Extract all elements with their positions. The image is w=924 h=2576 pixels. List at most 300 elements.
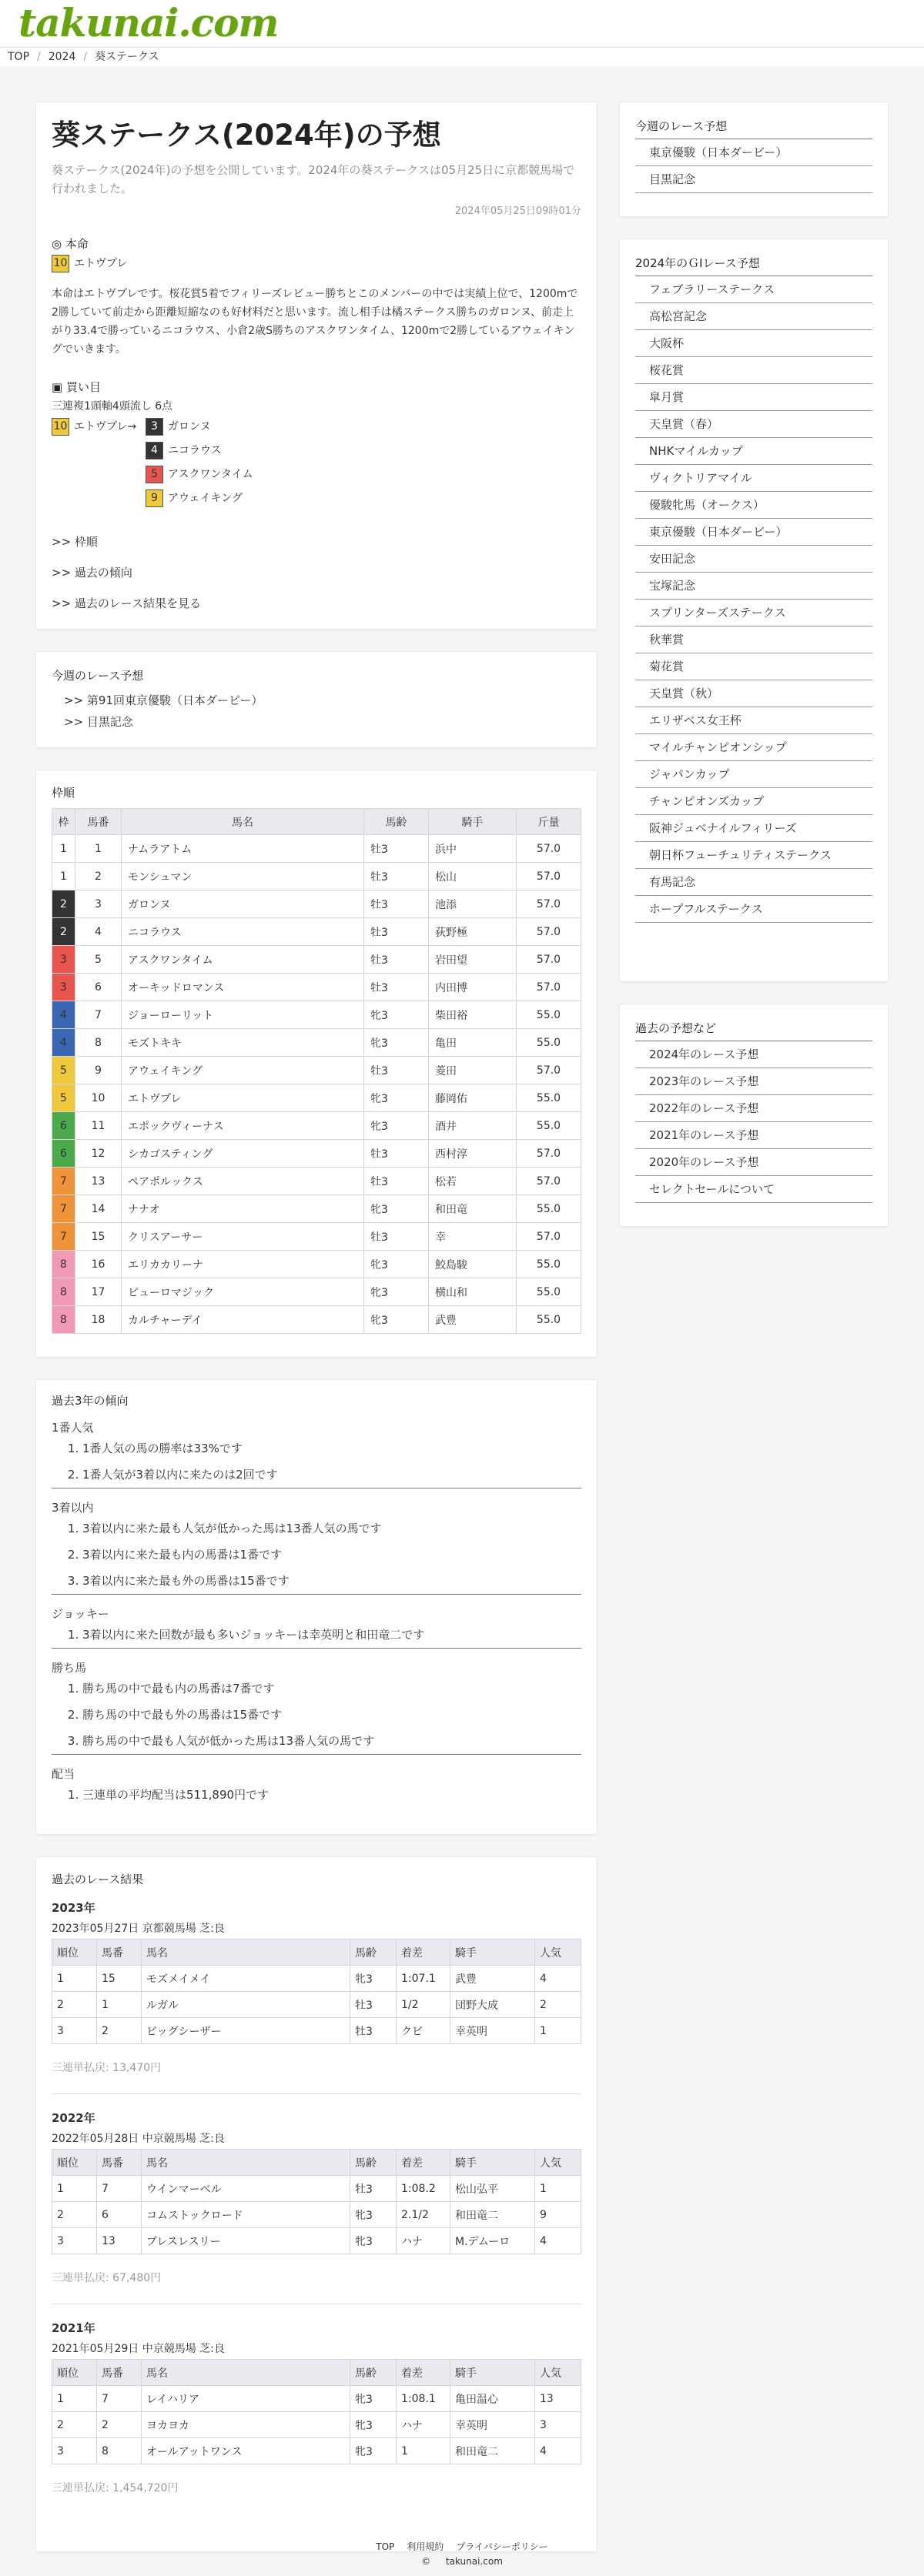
result-cell: 武豊: [450, 1966, 535, 1992]
page-title: 葵ステークス(2024年)の予想: [52, 119, 441, 152]
cell-weight: 57.0: [517, 918, 581, 946]
table-row: [52, 2202, 581, 2228]
cell-weight: 55.0: [517, 1251, 581, 1278]
sidebar-item[interactable]: スプリンターズステークス: [635, 600, 872, 626]
result-cell: 1:08.1: [397, 2386, 450, 2412]
kaime-heading: ▣ 買い目: [52, 380, 101, 394]
cell-weight: 55.0: [517, 1001, 581, 1029]
cell-age: 牝3: [364, 1001, 429, 1029]
sidebar-item[interactable]: NHKマイルカップ: [635, 438, 872, 465]
sidebar-item[interactable]: 皐月賞: [635, 384, 872, 411]
footer: [0, 2540, 924, 2567]
col-name: 馬名: [122, 809, 364, 835]
cell-name[interactable]: アスクワンタイム: [122, 946, 364, 974]
result-cell: M.デムーロ: [450, 2228, 535, 2254]
cell-umaban: 7: [75, 1001, 122, 1029]
past-year-block: [52, 2093, 581, 2285]
col-age: 馬齢: [364, 809, 429, 835]
sidebar-item[interactable]: 天皇賞（秋）: [635, 680, 872, 707]
cell-umaban: 15: [75, 1223, 122, 1251]
sidebar-item[interactable]: 東京優駿（日本ダービー）: [635, 519, 872, 546]
table-row: [52, 946, 581, 974]
result-cell[interactable]: ビッグシーザー: [142, 2018, 350, 2044]
result-cell: ハナ: [397, 2228, 450, 2254]
sidebar-item[interactable]: 安田記念: [635, 546, 872, 573]
cell-age: 牡3: [364, 863, 429, 890]
col-header: 着差: [397, 1940, 450, 1966]
cell-waku: 5: [52, 1084, 75, 1112]
col-umaban: 馬番: [75, 809, 122, 835]
table-row: [52, 890, 581, 918]
trend-heading: ジョッキー: [52, 1607, 109, 1621]
result-cell: 1: [52, 1966, 97, 1992]
trend-list: [52, 1435, 581, 1488]
main-column: [35, 102, 598, 2574]
table-row: [52, 1029, 581, 1057]
col-jockey: 騎手: [429, 809, 517, 835]
past-year-block: [52, 2304, 581, 2495]
cell-jockey: 内田博: [429, 974, 517, 1001]
partner-item: 9 アウェイキング: [146, 489, 253, 513]
cell-waku: 6: [52, 1140, 75, 1168]
result-cell: 2: [97, 2412, 142, 2438]
wakujun-rows: [52, 835, 581, 1334]
result-cell: 団野大成: [450, 1992, 535, 2018]
past-results-table: [52, 2149, 581, 2254]
sidebar-item[interactable]: 2022年のレース予想: [635, 1095, 872, 1122]
result-cell: クビ: [397, 2018, 450, 2044]
result-cell: 3: [52, 2018, 97, 2044]
cell-age: 牝3: [364, 1278, 429, 1306]
cell-umaban: 13: [75, 1168, 122, 1195]
cell-name[interactable]: オーキッドロマンス: [122, 974, 364, 1001]
result-cell[interactable]: ウインマーベル: [142, 2176, 350, 2202]
sidebar-item[interactable]: 大阪杯: [635, 330, 872, 357]
table-row: [52, 1168, 581, 1195]
footer-link-top[interactable]: TOP: [376, 2541, 395, 2552]
table-row: [52, 1251, 581, 1278]
cell-age: 牝3: [364, 1084, 429, 1112]
cell-umaban: 1: [75, 835, 122, 863]
cell-waku: 4: [52, 1001, 75, 1029]
trend-heading: 勝ち馬: [52, 1661, 87, 1675]
waku-badge: 4: [146, 442, 163, 459]
sidebar-item[interactable]: エリザベス女王杯: [635, 707, 872, 734]
honmei-icon: ◎: [52, 237, 65, 251]
result-cell[interactable]: レイハリア: [142, 2386, 350, 2412]
col-header: 順位: [52, 2150, 97, 2176]
link-wakujun[interactable]: >> 枠順: [52, 535, 98, 549]
cell-waku: 7: [52, 1223, 75, 1251]
cell-waku: 8: [52, 1306, 75, 1334]
result-cell[interactable]: オールアットワンス: [142, 2438, 350, 2464]
col-header: 馬齢: [350, 2360, 397, 2386]
weekly-title: 今週のレース予想: [52, 669, 144, 683]
cell-name[interactable]: エポックヴィーナス: [122, 1112, 364, 1140]
past-title: 過去のレース結果: [52, 1873, 144, 1886]
col-header: 馬齢: [350, 2150, 397, 2176]
col-header: 騎手: [450, 2150, 535, 2176]
cell-name[interactable]: シカゴスティング: [122, 1140, 364, 1168]
link-past-results[interactable]: >> 過去のレース結果を見る: [52, 596, 202, 610]
result-cell: 1: [97, 1992, 142, 2018]
cell-name[interactable]: ナナオ: [122, 1195, 364, 1223]
race-info: 2023年05月27日 京都競馬場 芝:良: [52, 1923, 225, 1935]
result-cell: 牝3: [350, 1966, 397, 1992]
cell-age: 牡3: [364, 1223, 429, 1251]
result-cell[interactable]: コムストックロード: [142, 2202, 350, 2228]
past-years: [52, 1899, 581, 2495]
table-row: [52, 2018, 581, 2044]
past-year-block: [52, 1899, 581, 2075]
result-cell: 1: [535, 2018, 581, 2044]
table-row: [52, 863, 581, 890]
side-g1-card: [619, 239, 889, 982]
table-header: [52, 2360, 581, 2386]
cell-name[interactable]: アウェイキング: [122, 1057, 364, 1084]
result-cell: 2: [52, 2412, 97, 2438]
table-row: [52, 1057, 581, 1084]
trend-divider: [52, 1754, 581, 1755]
cell-jockey: 藤岡佑: [429, 1084, 517, 1112]
cell-age: 牡3: [364, 1140, 429, 1168]
copyright: © takunai.com: [421, 2556, 503, 2567]
sidebar-item[interactable]: 優駿牝馬（オークス）: [635, 492, 872, 519]
cell-jockey: 和田竜: [429, 1195, 517, 1223]
result-cell: 6: [97, 2202, 142, 2228]
trend-list: [52, 1515, 581, 1594]
cell-name[interactable]: モズトキキ: [122, 1029, 364, 1057]
sidebar-item[interactable]: 阪神ジュベナイルフィリーズ: [635, 815, 872, 842]
result-cell[interactable]: ブレスレスリー: [142, 2228, 350, 2254]
sidebar-item[interactable]: ヴィクトリアマイル: [635, 465, 872, 492]
side-past-list: [635, 1041, 872, 1203]
result-cell: 8: [97, 2438, 142, 2464]
cell-age: 牡3: [364, 918, 429, 946]
table-row: [52, 1195, 581, 1223]
cell-weight: 55.0: [517, 1029, 581, 1057]
sidebar-item[interactable]: 2021年のレース予想: [635, 1122, 872, 1149]
article-lead: 葵ステークス(2024年)の予想を公開しています。2024年の葵ステークスは05月25日に京都競馬場で行われました。: [52, 163, 575, 195]
trend-heading: 1番人気: [52, 1421, 94, 1435]
copyright-icon: ©: [421, 2556, 434, 2567]
site-logo[interactable]: takunai.com: [18, 0, 279, 45]
cell-waku: 8: [52, 1278, 75, 1306]
payout: 三連単払戻: 13,470円: [52, 2062, 162, 2074]
cell-jockey: 酒井: [429, 1112, 517, 1140]
payout: 三連単払戻: 1,454,720円: [52, 2482, 179, 2494]
result-cell: 3: [535, 2412, 581, 2438]
cell-jockey: 横山和: [429, 1278, 517, 1306]
col-header: 順位: [52, 2360, 97, 2386]
cell-jockey: 池添: [429, 890, 517, 918]
partner-item: 3 ガロンヌ: [146, 418, 253, 442]
table-row: [52, 2228, 581, 2254]
cell-weight: 55.0: [517, 1112, 581, 1140]
cell-name[interactable]: クリスアーサー: [122, 1223, 364, 1251]
site-header: [0, 0, 924, 48]
sidebar-item[interactable]: 有馬記念: [635, 869, 872, 896]
race-info: 2021年05月29日 中京競馬場 芝:良: [52, 2343, 225, 2355]
table-row: [52, 974, 581, 1001]
waku-badge: 3: [146, 418, 163, 436]
result-cell: 牡3: [350, 1992, 397, 2018]
cell-umaban: 5: [75, 946, 122, 974]
cell-name[interactable]: ジョーローリット: [122, 1001, 364, 1029]
table-header: [52, 809, 581, 835]
col-header: 順位: [52, 1940, 97, 1966]
cell-age: 牝3: [364, 1112, 429, 1140]
weekly-list: [52, 690, 581, 733]
cell-age: 牝3: [364, 1029, 429, 1057]
past-year-title: 2023年: [52, 1901, 95, 1915]
cell-umaban: 16: [75, 1251, 122, 1278]
table-row: [52, 2176, 581, 2202]
publish-date: 2024年05月25日09時01分: [454, 205, 581, 217]
sidebar-item[interactable]: 秋華賞: [635, 626, 872, 653]
past-results-card: [35, 1856, 598, 2552]
result-cell[interactable]: モズメイメイ: [142, 1966, 350, 1992]
result-cell: 1: [397, 2438, 450, 2464]
cell-weight: 55.0: [517, 1306, 581, 1334]
table-row: [52, 1084, 581, 1112]
waku-badge: 10: [52, 255, 69, 272]
cell-umaban: 9: [75, 1057, 122, 1084]
weekly-link-derby[interactable]: >> 第91回東京優駿（日本ダービー）: [64, 693, 263, 707]
col-header: 騎手: [450, 1940, 535, 1966]
cell-weight: 57.0: [517, 974, 581, 1001]
cell-waku: 1: [52, 835, 75, 863]
cell-weight: 57.0: [517, 835, 581, 863]
col-header: 馬名: [142, 2360, 350, 2386]
cell-jockey: 柴田裕: [429, 1001, 517, 1029]
partner-item: 5 アスクワンタイム: [146, 466, 253, 489]
sidebar-item[interactable]: セレクトセールについて: [635, 1176, 872, 1203]
kaime-grid: [52, 418, 581, 518]
cell-jockey: 荻野極: [429, 918, 517, 946]
cell-waku: 7: [52, 1195, 75, 1223]
result-cell: 亀田温心: [450, 2386, 535, 2412]
cell-weight: 57.0: [517, 863, 581, 890]
trend-divider: [52, 1648, 581, 1649]
cell-name[interactable]: モンシュマン: [122, 863, 364, 890]
result-cell[interactable]: ヨカヨカ: [142, 2412, 350, 2438]
result-cell: 牡3: [350, 2176, 397, 2202]
trend-item: 3. 勝ち馬の中で最も人気が低かった馬は13番人気の馬です: [82, 1728, 581, 1754]
result-cell: 15: [97, 1966, 142, 1992]
cell-umaban: 4: [75, 918, 122, 946]
sidebar-item[interactable]: 朝日杯フューチュリティステークス: [635, 842, 872, 869]
cell-weight: 57.0: [517, 1168, 581, 1195]
side-weekly-title: 今週のレース予想: [635, 118, 872, 139]
article-card: [35, 102, 598, 630]
cell-weight: 57.0: [517, 1140, 581, 1168]
axis-horse: [52, 418, 136, 436]
cell-weight: 57.0: [517, 946, 581, 974]
cell-weight: 57.0: [517, 1057, 581, 1084]
sidebar-item[interactable]: フェブラリーステークス: [635, 276, 872, 303]
ticket-icon: ▣: [52, 380, 66, 394]
cell-name[interactable]: ガロンヌ: [122, 890, 364, 918]
cell-name[interactable]: ニコラウス: [122, 918, 364, 946]
trend-item: 2. 勝ち馬の中で最も外の馬番は15番です: [82, 1702, 581, 1728]
table-row: [52, 2438, 581, 2464]
trend-divider: [52, 1594, 581, 1595]
sidebar-item[interactable]: 宝塚記念: [635, 573, 872, 600]
cell-age: 牡3: [364, 946, 429, 974]
result-cell: 牝3: [350, 2386, 397, 2412]
cell-jockey: 岩田望: [429, 946, 517, 974]
trend-item: 1. 1番人気の馬の勝率は33%です: [82, 1435, 581, 1462]
trends-title: 過去3年の傾向: [52, 1394, 129, 1408]
table-row: [52, 1966, 581, 1992]
cell-name[interactable]: エリカカリーナ: [122, 1251, 364, 1278]
sidebar-item[interactable]: ホープフルステークス: [635, 896, 872, 923]
link-trends[interactable]: >> 過去の傾向: [52, 566, 132, 580]
table-row: [52, 2386, 581, 2412]
past-year-title: 2021年: [52, 2321, 95, 2335]
axis-name: エトヴプレ: [74, 420, 128, 433]
col-header: 馬名: [142, 1940, 350, 1966]
result-cell: 2: [535, 1992, 581, 2018]
result-cell: 3: [52, 2438, 97, 2464]
table-row: [52, 918, 581, 946]
cell-jockey: 幸: [429, 1223, 517, 1251]
sidebar: [619, 102, 889, 1248]
cell-name[interactable]: ピューロマジック: [122, 1278, 364, 1306]
breadcrumb-top[interactable]: TOP: [8, 51, 30, 63]
footer-link-terms[interactable]: 利用規約: [407, 2541, 444, 2552]
table-header: [52, 2150, 581, 2176]
trend-list: [52, 1676, 581, 1754]
race-info: 2022年05月28日 中京競馬場 芝:良: [52, 2133, 225, 2145]
cell-name[interactable]: エトヴプレ: [122, 1084, 364, 1112]
weekly-link-meguro[interactable]: >> 目黒記念: [64, 715, 133, 729]
payout: 三連単払戻: 67,480円: [52, 2272, 162, 2284]
result-cell: 松山弘平: [450, 2176, 535, 2202]
cell-age: 牝3: [364, 1195, 429, 1223]
sidebar-item[interactable]: マイルチャンピオンシップ: [635, 734, 872, 761]
cell-jockey: 松山: [429, 863, 517, 890]
cell-jockey: 鮫島駿: [429, 1251, 517, 1278]
cell-age: 牡3: [364, 1057, 429, 1084]
cell-umaban: 12: [75, 1140, 122, 1168]
col-header: 人気: [535, 2360, 581, 2386]
cell-waku: 7: [52, 1168, 75, 1195]
trend-list: [52, 1782, 581, 1808]
result-cell: 牡3: [350, 2018, 397, 2044]
cell-weight: 55.0: [517, 1195, 581, 1223]
col-header: 馬番: [97, 1940, 142, 1966]
result-cell: 幸英明: [450, 2412, 535, 2438]
trend-item: 1. 三連単の平均配当は511,890円です: [82, 1782, 581, 1808]
trend-heading: 3着以内: [52, 1501, 94, 1515]
col-header: 着差: [397, 2150, 450, 2176]
cell-weight: 55.0: [517, 1278, 581, 1306]
sidebar-item[interactable]: 2020年のレース予想: [635, 1149, 872, 1176]
cell-name[interactable]: ナムラアトム: [122, 835, 364, 863]
cell-age: 牝3: [364, 1306, 429, 1334]
footer-link-privacy[interactable]: プライバシーポリシー: [456, 2541, 548, 2552]
wakujun-table: [52, 808, 581, 1334]
waku-badge: 5: [146, 466, 163, 483]
sidebar-item[interactable]: 天皇賞（春）: [635, 411, 872, 438]
cell-waku: 8: [52, 1251, 75, 1278]
weekly-card: [35, 651, 598, 748]
cell-jockey: 西村淳: [429, 1140, 517, 1168]
sidebar-item[interactable]: 目黒記念: [635, 166, 872, 193]
trend-item: 1. 3着以内に来た回数が最も多いジョッキーは幸英明と和田竜二です: [82, 1622, 581, 1648]
result-cell: 1: [52, 2386, 97, 2412]
trend-item: 2. 3着以内に来た最も内の馬番は1番です: [82, 1542, 581, 1568]
result-cell: 1:08.2: [397, 2176, 450, 2202]
sidebar-item[interactable]: チャンピオンズカップ: [635, 788, 872, 815]
result-cell: 牝3: [350, 2412, 397, 2438]
honmei-horse: [52, 255, 581, 272]
col-weight: 斤量: [517, 809, 581, 835]
sidebar-item[interactable]: 東京優駿（日本ダービー）: [635, 139, 872, 166]
cell-weight: 55.0: [517, 1084, 581, 1112]
col-header: 馬名: [142, 2150, 350, 2176]
result-cell[interactable]: ルガル: [142, 1992, 350, 2018]
result-cell: 1: [52, 2176, 97, 2202]
wakujun-card: [35, 770, 598, 1358]
honmei-heading: ◎ 本命: [52, 237, 89, 251]
col-header: 人気: [535, 2150, 581, 2176]
sidebar-item[interactable]: 桜花賞: [635, 357, 872, 384]
cell-umaban: 3: [75, 890, 122, 918]
result-cell: 4: [535, 2228, 581, 2254]
sidebar-item[interactable]: 2023年のレース予想: [635, 1068, 872, 1095]
side-weekly-list: [635, 139, 872, 193]
col-header: 馬齢: [350, 1940, 397, 1966]
cell-jockey: 亀田: [429, 1029, 517, 1057]
result-cell: 2: [52, 1992, 97, 2018]
result-cell: 1: [535, 2176, 581, 2202]
cell-name[interactable]: ペアポルックス: [122, 1168, 364, 1195]
cell-weight: 57.0: [517, 890, 581, 918]
partner-list: [146, 418, 253, 513]
sidebar-item[interactable]: 菊花賞: [635, 653, 872, 680]
side-g1-title: 2024年のＧⅠレース予想: [635, 255, 872, 276]
result-cell: 和田竜二: [450, 2202, 535, 2228]
result-cell: 4: [535, 1966, 581, 1992]
result-cell: 2: [97, 2018, 142, 2044]
kaime-description: 三連複1頭軸4頭流し 6点: [52, 400, 173, 413]
breadcrumb-current: 葵ステークス: [95, 51, 159, 63]
table-row: [52, 1001, 581, 1029]
cell-name[interactable]: カルチャーデイ: [122, 1306, 364, 1334]
cell-umaban: 2: [75, 863, 122, 890]
cell-waku: 2: [52, 918, 75, 946]
result-cell: 13: [97, 2228, 142, 2254]
result-cell: 和田竜二: [450, 2438, 535, 2464]
col-header: 馬番: [97, 2150, 142, 2176]
arrow-icon: →: [127, 420, 137, 433]
cell-waku: 2: [52, 890, 75, 918]
sidebar-item[interactable]: 2024年のレース予想: [635, 1041, 872, 1068]
result-cell: 2: [52, 2202, 97, 2228]
result-cell: 牝3: [350, 2438, 397, 2464]
sidebar-item[interactable]: 高松宮記念: [635, 303, 872, 330]
sidebar-item[interactable]: ジャパンカップ: [635, 761, 872, 788]
breadcrumb-year[interactable]: 2024: [48, 51, 76, 63]
table-row: [52, 1278, 581, 1306]
cell-jockey: 松若: [429, 1168, 517, 1195]
result-cell: 7: [97, 2386, 142, 2412]
wakujun-title: 枠順: [52, 786, 75, 800]
cell-age: 牡3: [364, 1168, 429, 1195]
